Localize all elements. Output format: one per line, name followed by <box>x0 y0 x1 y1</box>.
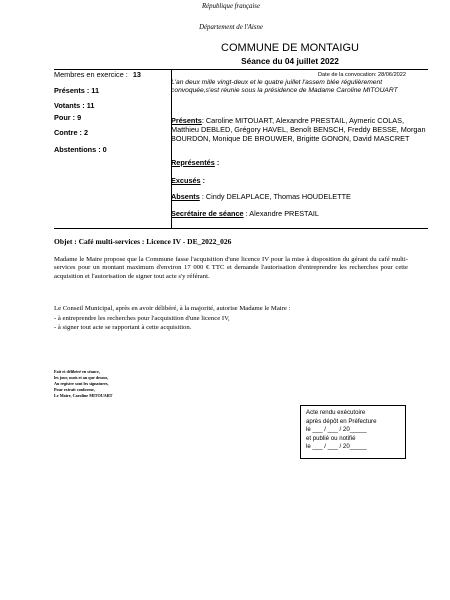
membres-label: Membres en exercice : <box>54 70 128 79</box>
objet-title: Objet : Café multi-services : Licence IV - DE_2022_026 <box>54 237 232 246</box>
signature-line-1: Fait et délibéré en séance, <box>54 369 100 374</box>
presents-heading: Présents <box>171 116 202 125</box>
commune-title: COMMUNE DE MONTAIGU <box>221 42 359 54</box>
body-paragraph-3: - à entreprendre les recherches pour l'acquisition d'une licence IV, <box>54 315 230 322</box>
signature-line-4: Pour extrait conforme, <box>54 387 95 392</box>
presents-count: Présents : 11 <box>54 86 100 95</box>
absents-heading: Absents <box>171 192 200 201</box>
representes-heading: Représentés <box>171 158 215 167</box>
signature-line-3: Au registre sont les signatures, <box>54 381 109 386</box>
signature-line-5: Le Maire, Caroline MITOUART <box>54 393 113 398</box>
header-rule-right <box>171 69 428 70</box>
executoire-line-5: le ___ / ___ / 20_____ <box>306 443 367 451</box>
absents-section <box>171 192 433 201</box>
membres-en-exercice <box>54 70 141 79</box>
seance-intro: L'an deux mille vingt-deux et le quatre juillet l'assem blée régulièrement convoquée,s'est réunie sous la présidence de Madame Caroline MITOUART <box>171 79 398 94</box>
signature-block <box>54 369 112 399</box>
secretaire-section <box>171 209 433 218</box>
frame-bottom-rule <box>54 228 428 229</box>
presents-list: : Caroline MITOUART, Alexandre PRESTAIL, Aymeric COLAS, Matthieu DEBLED, Grégory HAVEL, Benoît BENSCH, Freddy BESSE, Morgan BOURDON, Monique DE BROUWER, Brigitte GONON, David MASCRET <box>171 116 426 144</box>
votants-count: Votants : 11 <box>54 101 95 110</box>
signature-line-2: les jour, mois et an que dessus, <box>54 375 109 380</box>
republique-label: République française <box>202 3 260 10</box>
pour-count: Pour : 9 <box>54 113 82 122</box>
abstentions-count: Abstentions : 0 <box>54 145 107 154</box>
membres-value: 13 <box>132 70 141 79</box>
body-paragraph-1: Madame le Maire propose que la Commune fasse l'acquisition d'une licence IV pour la mise à disposition du gérant du café multi-services pour un montant maximum d'environ 17 000 € TTC et demande l'autorisation d'entreprendre les recherches pour cette acquisition et l'autorisation de signer tout acte s'y référant. <box>54 256 408 280</box>
executoire-box <box>300 405 406 459</box>
executoire-line-2: après dépôt en Préfecture <box>306 417 377 425</box>
executoire-line-3: le ___ / ___ / 20_____ <box>306 426 367 434</box>
body-paragraph-4: - à signer tout acte se rapportant à cette acquisition. <box>54 324 192 331</box>
body-paragraph-2: Le Conseil Municipal, après en avoir délibéré, à la majorité, autorise Madame le Maire : <box>54 305 291 312</box>
executoire-line-4: et publié ou notifié <box>306 434 356 442</box>
seance-date: Séance du 04 juillet 2022 <box>241 56 339 66</box>
presents-section <box>171 116 433 144</box>
absents-list: : Cindy DELAPLACE, Thomas HOUDELETTE <box>199 192 351 201</box>
departement-label: Département de l'Aisne <box>199 24 263 31</box>
excuses-heading: Excusés <box>171 176 201 185</box>
executoire-line-1: Acte rendu exécutoire <box>306 409 366 416</box>
excuses-section <box>171 176 433 185</box>
convocation-date: Date de la convocation: 28/06/2022 <box>318 72 407 78</box>
contre-count: Contre : 2 <box>54 128 89 137</box>
secretaire-heading: Secrétaire de séance <box>171 209 244 218</box>
excuses-list: : <box>200 176 206 185</box>
representes-section <box>171 158 433 167</box>
representes-list: : <box>214 158 220 167</box>
secretaire-name: : Alexandre PRESTAIL <box>243 209 319 218</box>
